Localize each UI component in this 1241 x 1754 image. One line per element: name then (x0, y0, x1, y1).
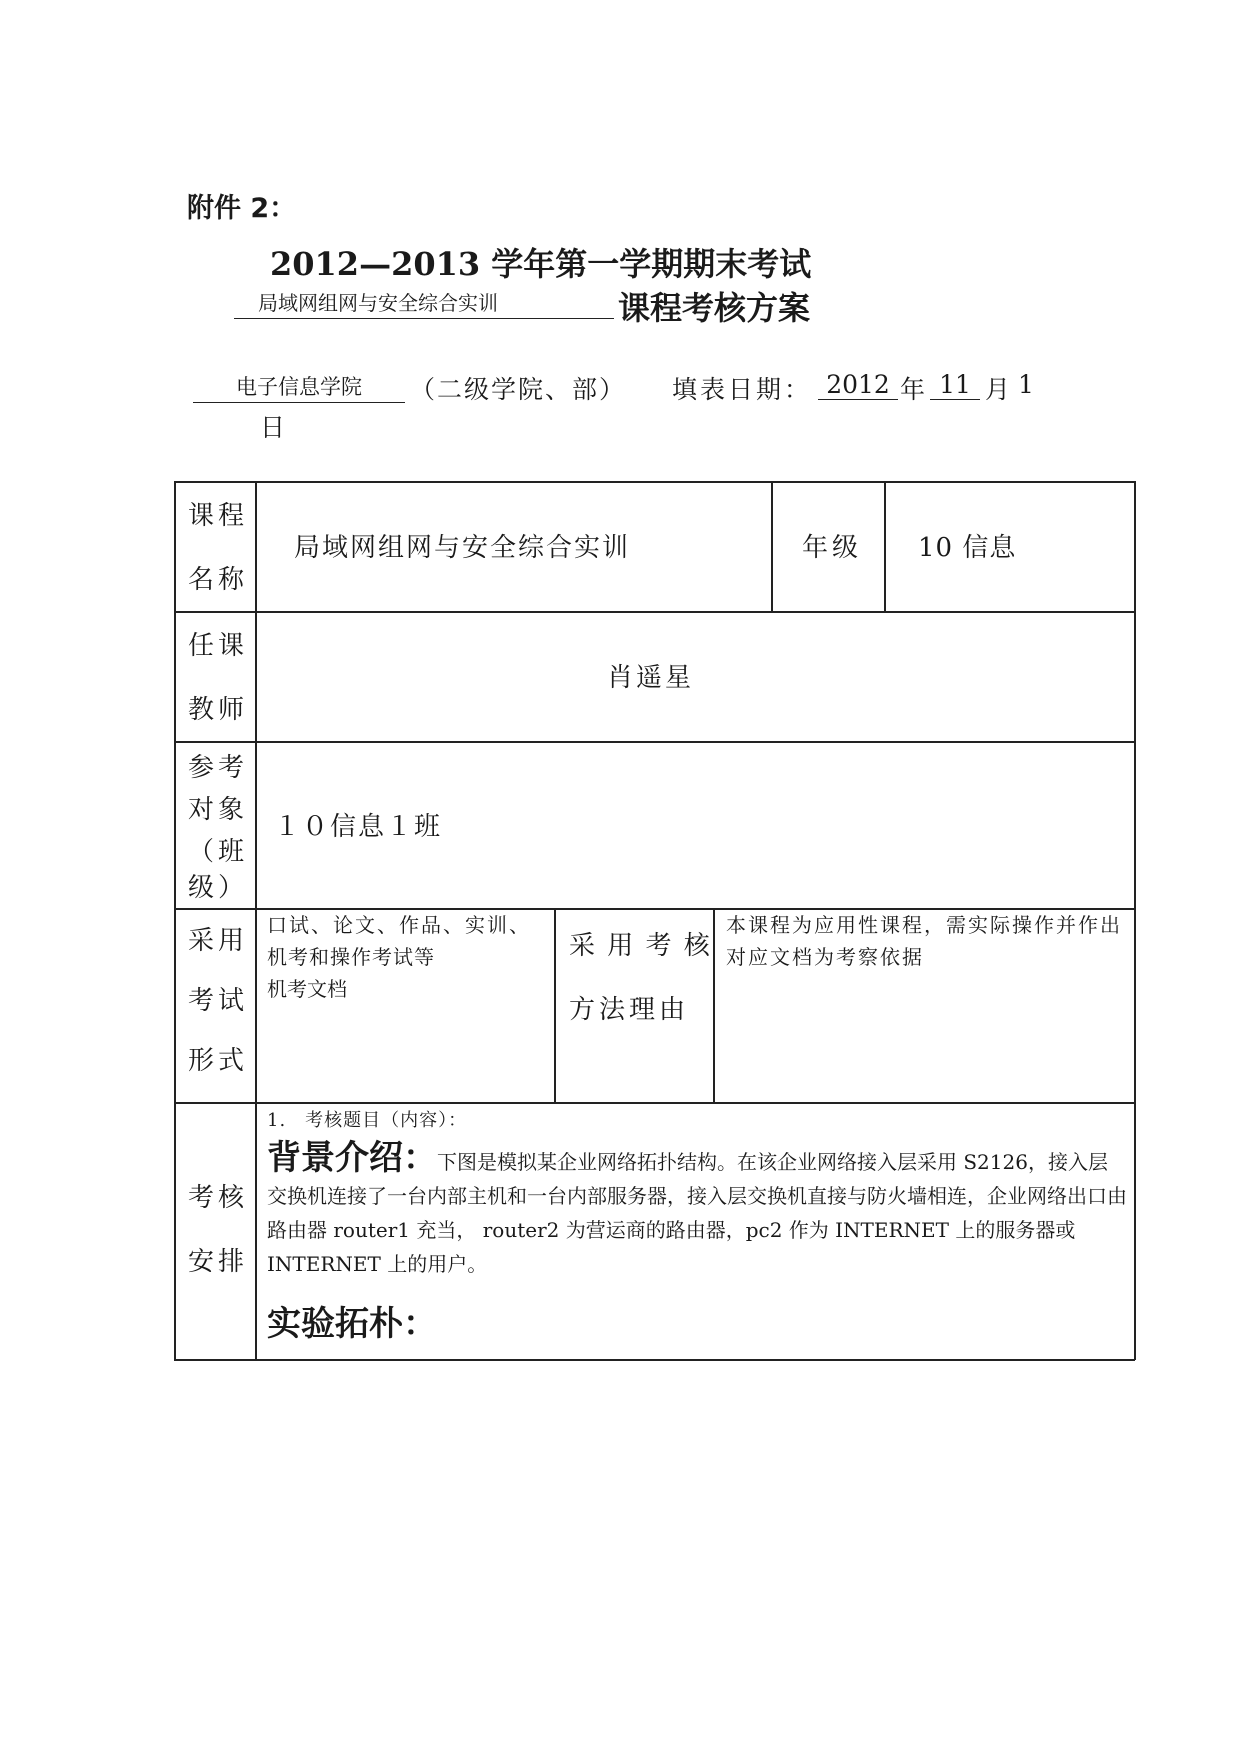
exam-title: 2012—2013 学年第一学期期末考试 (270, 245, 812, 283)
reason-label-1: 采 用 考 核 (569, 931, 712, 961)
attachment-label: 附件 2： (187, 193, 297, 224)
course-label-1: 课程 (188, 501, 249, 531)
row-divider (174, 611, 1135, 613)
course-name-underlined: 局域网组网与安全综合实训 (234, 287, 614, 319)
date-month: 11 (930, 370, 980, 400)
college-suffix: （二级学院、部） (410, 375, 627, 404)
course-label-2: 名称 (188, 565, 249, 595)
date-month-char: 月 (985, 375, 1011, 404)
date-day-char: 日 (260, 413, 286, 442)
form-label-2: 考试 (188, 986, 249, 1016)
col-divider (554, 908, 556, 1102)
col-divider (884, 481, 886, 611)
date-year: 2012 (818, 370, 898, 400)
form-label-1: 采用 (188, 926, 249, 956)
target-label-3: （班 (188, 837, 249, 867)
form-options-2: 机考和操作考试等 (267, 945, 435, 969)
date-label: 填表日期： (672, 375, 813, 404)
teacher-value: 肖遥星 (607, 663, 695, 693)
date-day: 1 (1018, 370, 1034, 399)
form-value: 机考文档 (267, 977, 347, 1001)
date-year-char: 年 (900, 375, 926, 404)
background-heading: 背景介绍： (267, 1138, 437, 1178)
target-label-1: 参考 (188, 753, 249, 783)
grade-label: 年级 (802, 533, 863, 563)
table-border-left (174, 481, 176, 1360)
form-label-3: 形式 (188, 1046, 249, 1076)
arrange-label-1: 考核 (188, 1183, 249, 1213)
target-label-4: 级） (188, 873, 249, 903)
plan-title: 课程考核方案 (618, 289, 811, 327)
background-text: 下图是模拟某企业网络拓扑结构。在该企业网络接入层采用 S2126，接入层交换机连接了一台内部主机和一台内部服务器，接入层交换机直接与防火墙相连，企业网络出口由路由器 router1 充当， router2 为营运商的路由器，pc2 作为 INTERNET 上的服务器或 INTERNET 上的用户。 (267, 1150, 1127, 1276)
teacher-label-2: 教师 (188, 695, 249, 725)
col-divider (713, 908, 715, 1102)
college-name: 电子信息学院 (193, 372, 405, 403)
assessment-table (174, 481, 1135, 1360)
target-value: １０信息１班 (274, 812, 443, 842)
arrange-label-2: 安排 (188, 1247, 249, 1277)
item-1-title: 1. 考核题目（内容）： (267, 1110, 468, 1131)
grade-value: 10 信息 (918, 533, 1017, 563)
row-divider (174, 741, 1135, 743)
topology-heading: 实验拓朴： (267, 1304, 437, 1344)
background-section (267, 1138, 1127, 1280)
reason-value: 本课程为应用性课程，需实际操作并作出对应文档为考察依据 (726, 913, 1122, 969)
col-divider (255, 481, 257, 1360)
table-border-top (174, 481, 1135, 483)
col-divider (771, 481, 773, 611)
course-value: 局域网组网与安全综合实训 (294, 533, 631, 563)
reason-label-2: 方法理由 (569, 995, 690, 1025)
target-label-2: 对象 (188, 795, 249, 825)
row-divider (174, 1102, 1135, 1104)
form-options-1: 口试、论文、作品、实训、 (267, 913, 531, 937)
teacher-label-1: 任课 (188, 631, 249, 661)
table-border-bottom (174, 1359, 1135, 1361)
table-border-right (1134, 481, 1136, 1360)
